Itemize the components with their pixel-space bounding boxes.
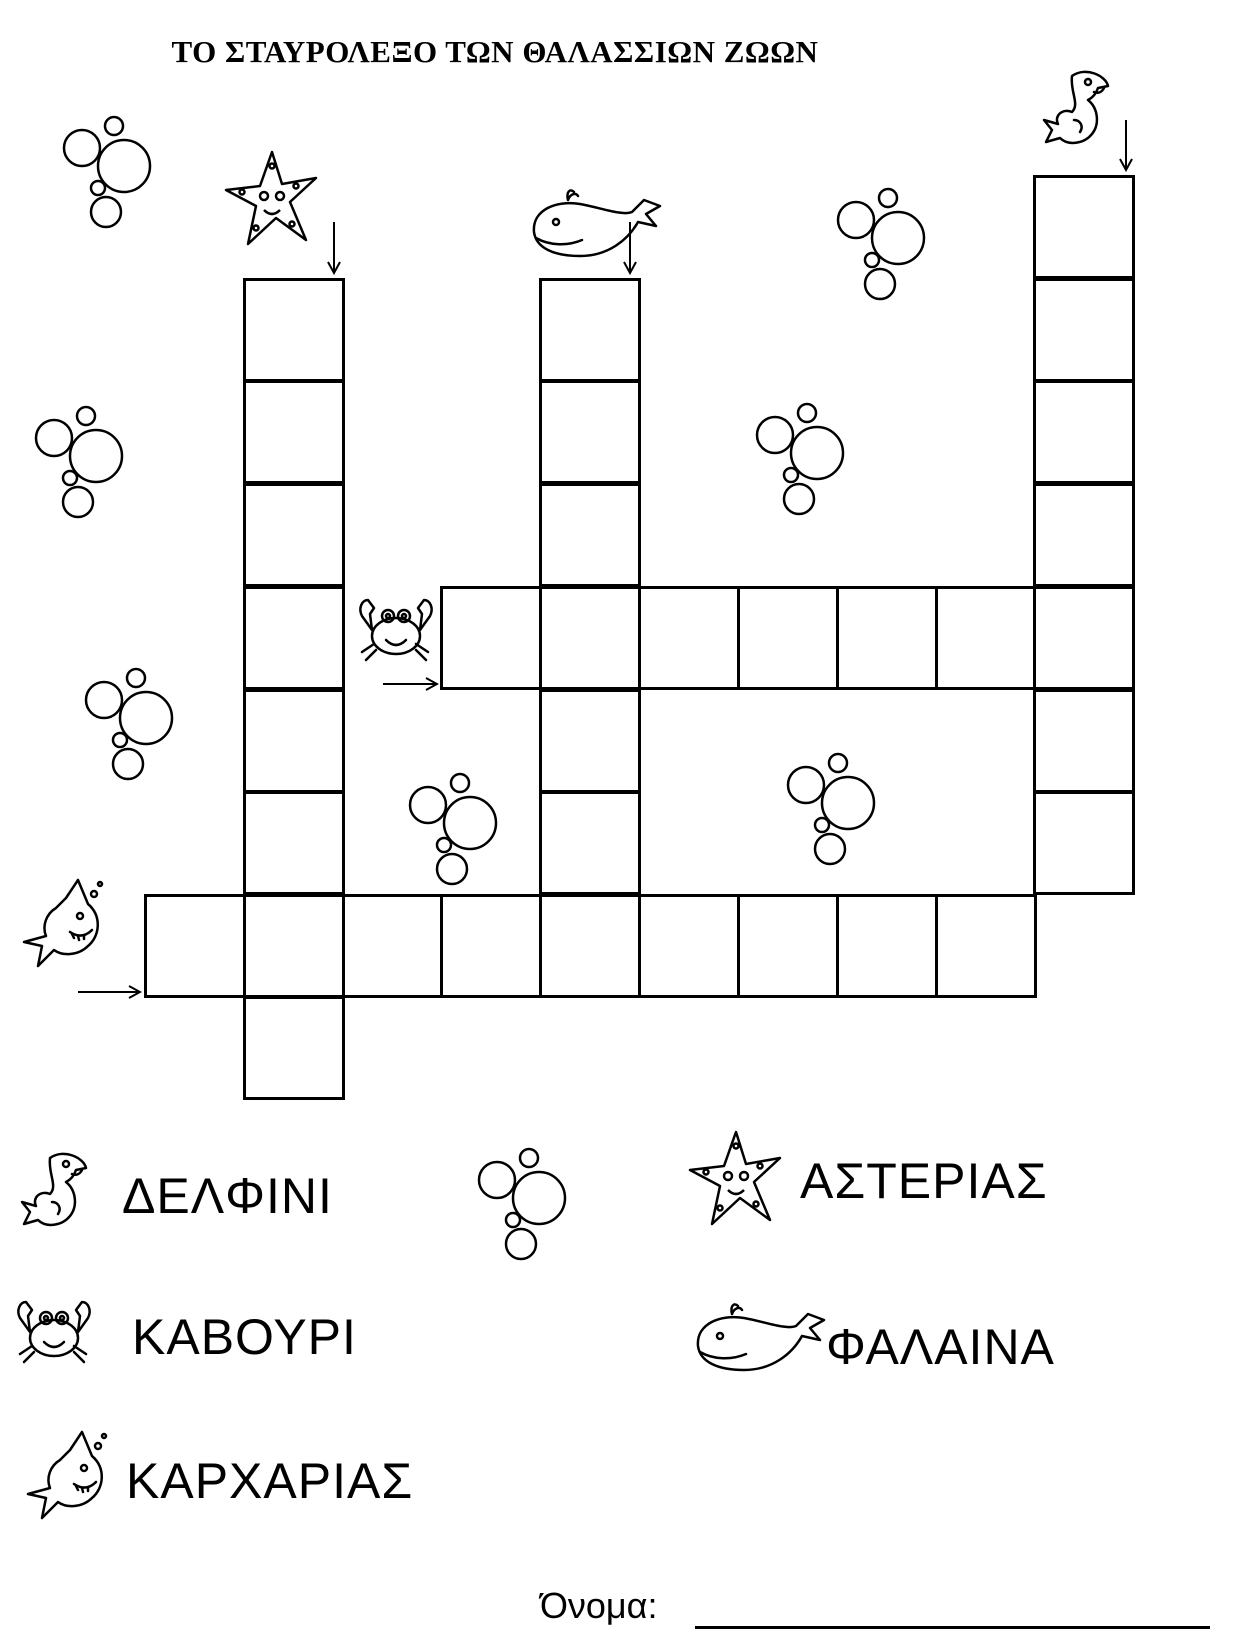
crossword-cell[interactable] — [342, 894, 444, 998]
word-crab: ΚΑΒΟΥΡΙ — [132, 1309, 357, 1365]
crossword-cell[interactable] — [836, 586, 938, 690]
shark-icon — [24, 880, 102, 966]
crossword-cell[interactable] — [737, 894, 839, 998]
bubbles-icon — [838, 189, 924, 299]
word-shark: ΚΑΡΧΑΡΙΑΣ — [126, 1453, 414, 1509]
starfish-icon — [226, 152, 316, 244]
name-label: Όνομα: — [540, 1585, 658, 1626]
crossword-cell[interactable] — [539, 894, 641, 998]
crossword-cell[interactable] — [1033, 278, 1135, 382]
bubbles-icon — [757, 404, 843, 514]
crossword-cell[interactable] — [243, 380, 345, 484]
crossword-cell[interactable] — [1033, 380, 1135, 484]
bubbles-icon — [36, 407, 122, 517]
whale-icon — [698, 1304, 824, 1370]
crossword-cell[interactable] — [1033, 175, 1135, 279]
crossword-cell[interactable] — [243, 586, 345, 690]
crossword-cell[interactable] — [638, 586, 740, 690]
starfish-icon — [690, 1132, 780, 1224]
crab-icon — [18, 1302, 89, 1362]
dolphin-icon — [22, 1154, 86, 1225]
crossword-cell[interactable] — [836, 894, 938, 998]
crossword-cell[interactable] — [539, 483, 641, 587]
word-starfish: ΑΣΤΕΡΙΑΣ — [800, 1153, 1048, 1209]
crossword-cell[interactable] — [243, 278, 345, 382]
bubbles-icon — [64, 117, 150, 227]
crossword-cell[interactable] — [737, 586, 839, 690]
crossword-cell[interactable] — [539, 380, 641, 484]
crossword-cell[interactable] — [1033, 586, 1135, 690]
dolphin-icon — [1044, 72, 1108, 143]
whale-icon — [534, 190, 660, 256]
crossword-cell[interactable] — [243, 483, 345, 587]
crab-icon — [360, 600, 431, 660]
crossword-cell[interactable] — [539, 791, 641, 895]
crossword-cell[interactable] — [539, 278, 641, 382]
bubbles-icon — [479, 1149, 565, 1259]
page-title: ΤΟ ΣΤΑΥΡΟΛΕΞΟ ΤΩΝ ΘΑΛΑΣΣΙΩΝ ΖΩΩΝ — [171, 34, 819, 69]
crossword-cell[interactable] — [440, 894, 542, 998]
crossword-cell[interactable] — [243, 791, 345, 895]
crossword-cell[interactable] — [638, 894, 740, 998]
crossword-cell[interactable] — [243, 689, 345, 793]
bubbles-icon — [410, 774, 496, 884]
crossword-cell[interactable] — [243, 996, 345, 1100]
crossword-cell[interactable] — [935, 586, 1037, 690]
crossword-cell[interactable] — [935, 894, 1037, 998]
crossword-cell[interactable] — [539, 586, 641, 690]
bubbles-icon — [788, 754, 874, 864]
crossword-cell[interactable] — [1033, 483, 1135, 587]
name-field[interactable] — [695, 1626, 1210, 1629]
crossword-cell[interactable] — [144, 894, 246, 998]
crossword-cell[interactable] — [440, 586, 542, 690]
crossword-cell[interactable] — [1033, 791, 1135, 895]
bubbles-icon — [86, 669, 172, 779]
shark-icon — [28, 1432, 106, 1518]
crossword-cell[interactable] — [243, 894, 345, 998]
word-whale: ΦΑΛΑΙΝΑ — [826, 1319, 1055, 1375]
crossword-cell[interactable] — [539, 689, 641, 793]
crossword-cell[interactable] — [1033, 689, 1135, 793]
word-dolphin: ΔΕΛΦΙΝΙ — [122, 1168, 333, 1224]
